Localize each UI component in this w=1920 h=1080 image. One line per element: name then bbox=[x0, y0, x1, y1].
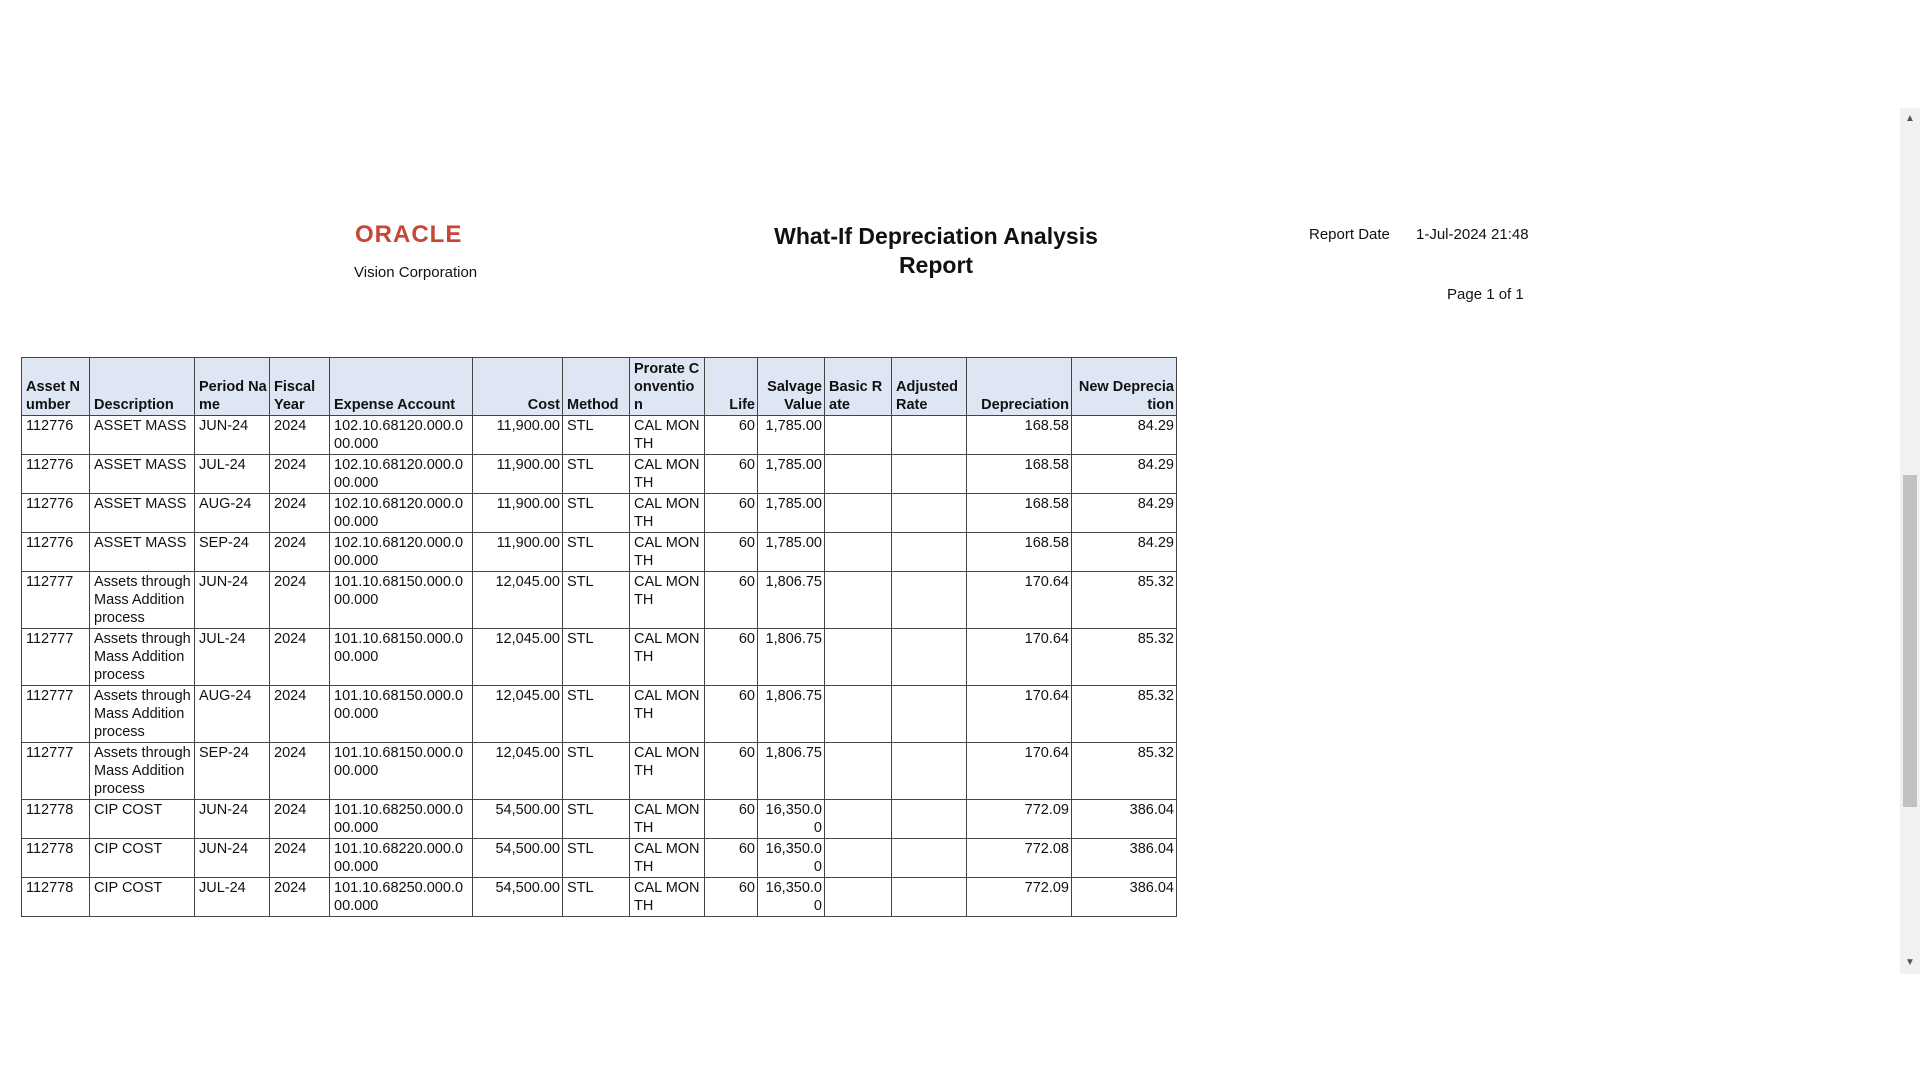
table-cell: 112777 bbox=[22, 686, 90, 743]
table-cell: Assets through Mass Addition process bbox=[90, 629, 195, 686]
table-cell: 101.10.68250.000.000.000 bbox=[330, 878, 473, 917]
table-row bbox=[22, 686, 1177, 743]
table-cell bbox=[892, 629, 967, 686]
vertical-scrollbar[interactable] bbox=[1900, 108, 1920, 974]
table-cell: 60 bbox=[705, 743, 758, 800]
table-cell: CAL MONTH bbox=[630, 416, 705, 455]
table-cell: 54,500.00 bbox=[473, 839, 563, 878]
table-cell: 60 bbox=[705, 416, 758, 455]
organization-name: Vision Corporation bbox=[354, 264, 478, 281]
table-cell: 112778 bbox=[22, 839, 90, 878]
table-cell bbox=[825, 629, 892, 686]
table-cell: 54,500.00 bbox=[473, 878, 563, 917]
table-cell: 2024 bbox=[270, 455, 330, 494]
table-cell: 60 bbox=[705, 494, 758, 533]
table-cell: CAL MONTH bbox=[630, 455, 705, 494]
table-cell: CAL MONTH bbox=[630, 572, 705, 629]
table-cell: 101.10.68150.000.000.000 bbox=[330, 686, 473, 743]
table-cell bbox=[892, 839, 967, 878]
table-cell: 112777 bbox=[22, 743, 90, 800]
table-cell: 2024 bbox=[270, 572, 330, 629]
table-cell bbox=[892, 572, 967, 629]
table-cell: 60 bbox=[705, 800, 758, 839]
column-header: Method bbox=[563, 358, 630, 416]
report-date-label: Report Date bbox=[1309, 226, 1390, 243]
table-cell bbox=[892, 416, 967, 455]
table-cell: 168.58 bbox=[967, 416, 1072, 455]
table-cell: 112776 bbox=[22, 494, 90, 533]
table-cell: JUN-24 bbox=[195, 572, 270, 629]
table-cell: 11,900.00 bbox=[473, 494, 563, 533]
column-header: Life bbox=[705, 358, 758, 416]
column-header: Fiscal Year bbox=[270, 358, 330, 416]
table-cell: 102.10.68120.000.000.000 bbox=[330, 455, 473, 494]
table-cell bbox=[825, 878, 892, 917]
table-cell: STL bbox=[563, 743, 630, 800]
table-cell: JUL-24 bbox=[195, 629, 270, 686]
column-header: Cost bbox=[473, 358, 563, 416]
table-row bbox=[22, 455, 1177, 494]
table-cell: 12,045.00 bbox=[473, 743, 563, 800]
table-cell: Assets through Mass Addition process bbox=[90, 686, 195, 743]
table-cell: 112776 bbox=[22, 455, 90, 494]
table-cell: 386.04 bbox=[1072, 839, 1177, 878]
table-cell: 168.58 bbox=[967, 455, 1072, 494]
table-cell: 60 bbox=[705, 686, 758, 743]
table-cell: CAL MONTH bbox=[630, 878, 705, 917]
column-header: Depreciation bbox=[967, 358, 1072, 416]
table-cell: 1,785.00 bbox=[758, 494, 825, 533]
table-row bbox=[22, 533, 1177, 572]
table-cell bbox=[825, 455, 892, 494]
table-cell bbox=[892, 494, 967, 533]
table-cell: 2024 bbox=[270, 743, 330, 800]
column-header: Adjusted Rate bbox=[892, 358, 967, 416]
table-cell: 1,806.75 bbox=[758, 629, 825, 686]
table-cell: 85.32 bbox=[1072, 572, 1177, 629]
table-cell bbox=[892, 800, 967, 839]
table-cell: 2024 bbox=[270, 878, 330, 917]
table-cell bbox=[825, 839, 892, 878]
table-cell: ASSET MASS bbox=[90, 494, 195, 533]
table-cell: Assets through Mass Addition process bbox=[90, 743, 195, 800]
oracle-logo-mark bbox=[355, 222, 475, 246]
table-cell: 2024 bbox=[270, 800, 330, 839]
table-cell: CIP COST bbox=[90, 878, 195, 917]
table-row bbox=[22, 416, 1177, 455]
table-cell: 2024 bbox=[270, 686, 330, 743]
table-cell: 112778 bbox=[22, 800, 90, 839]
table-cell: JUL-24 bbox=[195, 455, 270, 494]
page-info: Page 1 of 1 bbox=[1447, 286, 1524, 303]
table-cell: 112777 bbox=[22, 572, 90, 629]
table-cell: CIP COST bbox=[90, 800, 195, 839]
table-cell: CAL MONTH bbox=[630, 743, 705, 800]
table-cell: STL bbox=[563, 455, 630, 494]
table-cell: 60 bbox=[705, 878, 758, 917]
table-cell: SEP-24 bbox=[195, 743, 270, 800]
table-cell: 170.64 bbox=[967, 572, 1072, 629]
table-cell: 102.10.68120.000.000.000 bbox=[330, 416, 473, 455]
table-cell: 1,785.00 bbox=[758, 455, 825, 494]
table-row bbox=[22, 878, 1177, 917]
column-header: Period Name bbox=[195, 358, 270, 416]
table-cell: STL bbox=[563, 800, 630, 839]
table-cell: 16,350.00 bbox=[758, 800, 825, 839]
table-cell bbox=[892, 686, 967, 743]
report-viewport bbox=[0, 108, 1900, 974]
table-cell: 1,806.75 bbox=[758, 686, 825, 743]
table-header-row bbox=[22, 358, 1177, 416]
table-cell: 60 bbox=[705, 455, 758, 494]
table-cell: 772.09 bbox=[967, 800, 1072, 839]
table-cell bbox=[892, 533, 967, 572]
table-cell bbox=[825, 533, 892, 572]
column-header: Salvage Value bbox=[758, 358, 825, 416]
table-cell: 84.29 bbox=[1072, 494, 1177, 533]
table-cell: 1,806.75 bbox=[758, 743, 825, 800]
table-cell: 12,045.00 bbox=[473, 686, 563, 743]
table-cell: 85.32 bbox=[1072, 743, 1177, 800]
table-cell: ASSET MASS bbox=[90, 455, 195, 494]
table-cell: 2024 bbox=[270, 629, 330, 686]
table-cell bbox=[825, 572, 892, 629]
table-cell: STL bbox=[563, 416, 630, 455]
table-row bbox=[22, 800, 1177, 839]
table-cell: 60 bbox=[705, 533, 758, 572]
table-cell: 84.29 bbox=[1072, 533, 1177, 572]
table-cell: 168.58 bbox=[967, 494, 1072, 533]
table-cell: CAL MONTH bbox=[630, 629, 705, 686]
table-cell: 112776 bbox=[22, 416, 90, 455]
table-cell: 772.09 bbox=[967, 878, 1072, 917]
table-cell: 60 bbox=[705, 839, 758, 878]
depreciation-table bbox=[21, 357, 1177, 917]
table-cell: 170.64 bbox=[967, 743, 1072, 800]
table-cell: 168.58 bbox=[967, 533, 1072, 572]
table-cell: SEP-24 bbox=[195, 533, 270, 572]
table-cell: STL bbox=[563, 572, 630, 629]
scroll-up-arrow-icon[interactable]: ▲ bbox=[1905, 113, 1915, 124]
table-cell: 112777 bbox=[22, 629, 90, 686]
table-cell: 101.10.68150.000.000.000 bbox=[330, 572, 473, 629]
table-cell: CAL MONTH bbox=[630, 533, 705, 572]
table-cell: 54,500.00 bbox=[473, 800, 563, 839]
table-cell: 101.10.68150.000.000.000 bbox=[330, 629, 473, 686]
table-cell: AUG-24 bbox=[195, 494, 270, 533]
table-cell: STL bbox=[563, 533, 630, 572]
scroll-down-arrow-icon[interactable]: ▼ bbox=[1905, 957, 1915, 968]
table-cell: JUN-24 bbox=[195, 800, 270, 839]
table-cell bbox=[892, 878, 967, 917]
column-header: Prorate Convention bbox=[630, 358, 705, 416]
table-cell: STL bbox=[563, 839, 630, 878]
table-cell: 102.10.68120.000.000.000 bbox=[330, 533, 473, 572]
table-cell: 16,350.00 bbox=[758, 878, 825, 917]
table-cell: ASSET MASS bbox=[90, 533, 195, 572]
table-cell: 170.64 bbox=[967, 629, 1072, 686]
table-cell: 85.32 bbox=[1072, 686, 1177, 743]
table-cell: 11,900.00 bbox=[473, 533, 563, 572]
table-cell: 2024 bbox=[270, 416, 330, 455]
table-row bbox=[22, 572, 1177, 629]
table-cell: JUN-24 bbox=[195, 416, 270, 455]
table-cell: 386.04 bbox=[1072, 878, 1177, 917]
table-row bbox=[22, 494, 1177, 533]
table-cell: CAL MONTH bbox=[630, 494, 705, 533]
table-cell: 85.32 bbox=[1072, 629, 1177, 686]
table-cell: 386.04 bbox=[1072, 800, 1177, 839]
column-header: Basic Rate bbox=[825, 358, 892, 416]
table-cell: 772.08 bbox=[967, 839, 1072, 878]
table-row bbox=[22, 629, 1177, 686]
table-cell: CAL MONTH bbox=[630, 800, 705, 839]
table-cell: 16,350.00 bbox=[758, 839, 825, 878]
table-cell: 101.10.68250.000.000.000 bbox=[330, 800, 473, 839]
table-cell: AUG-24 bbox=[195, 686, 270, 743]
table-cell: 112778 bbox=[22, 878, 90, 917]
table-cell: 1,785.00 bbox=[758, 533, 825, 572]
table-cell: 170.64 bbox=[967, 686, 1072, 743]
table-cell bbox=[825, 686, 892, 743]
table-cell: 2024 bbox=[270, 533, 330, 572]
table-cell: 12,045.00 bbox=[473, 629, 563, 686]
table-cell bbox=[825, 800, 892, 839]
table-cell: JUL-24 bbox=[195, 878, 270, 917]
report-title: What-If Depreciation Analysis Report bbox=[774, 223, 1098, 278]
table-cell: 2024 bbox=[270, 494, 330, 533]
logo-text: ORACLE bbox=[355, 222, 463, 246]
scroll-thumb[interactable] bbox=[1903, 475, 1917, 807]
table-cell: JUN-24 bbox=[195, 839, 270, 878]
table-cell: 1,785.00 bbox=[758, 416, 825, 455]
table-cell: 84.29 bbox=[1072, 416, 1177, 455]
table-cell: ASSET MASS bbox=[90, 416, 195, 455]
table-cell: 2024 bbox=[270, 839, 330, 878]
table-cell bbox=[825, 416, 892, 455]
table-cell: 60 bbox=[705, 629, 758, 686]
column-header: New Depreciation bbox=[1072, 358, 1177, 416]
table-cell: CIP COST bbox=[90, 839, 195, 878]
table-cell: 101.10.68150.000.000.000 bbox=[330, 743, 473, 800]
report-date-value: 1-Jul-2024 21:48 bbox=[1416, 226, 1529, 243]
table-cell: 12,045.00 bbox=[473, 572, 563, 629]
table-cell: 1,806.75 bbox=[758, 572, 825, 629]
table-cell: 112776 bbox=[22, 533, 90, 572]
table-cell: 102.10.68120.000.000.000 bbox=[330, 494, 473, 533]
table-row bbox=[22, 839, 1177, 878]
table-cell: 60 bbox=[705, 572, 758, 629]
table-cell: Assets through Mass Addition process bbox=[90, 572, 195, 629]
table-cell: 101.10.68220.000.000.000 bbox=[330, 839, 473, 878]
table-cell bbox=[825, 743, 892, 800]
table-cell: STL bbox=[563, 878, 630, 917]
table-cell: CAL MONTH bbox=[630, 686, 705, 743]
table-cell: 11,900.00 bbox=[473, 416, 563, 455]
table-cell: 11,900.00 bbox=[473, 455, 563, 494]
table-cell: STL bbox=[563, 686, 630, 743]
table-cell: STL bbox=[563, 494, 630, 533]
table-cell: STL bbox=[563, 629, 630, 686]
column-header: Description bbox=[90, 358, 195, 416]
oracle-logo bbox=[355, 222, 475, 246]
table-cell: 84.29 bbox=[1072, 455, 1177, 494]
table-cell bbox=[892, 455, 967, 494]
column-header: Expense Account bbox=[330, 358, 473, 416]
table-row bbox=[22, 743, 1177, 800]
table-cell bbox=[825, 494, 892, 533]
column-header: Asset Number bbox=[22, 358, 90, 416]
table-cell bbox=[892, 743, 967, 800]
table-cell: CAL MONTH bbox=[630, 839, 705, 878]
